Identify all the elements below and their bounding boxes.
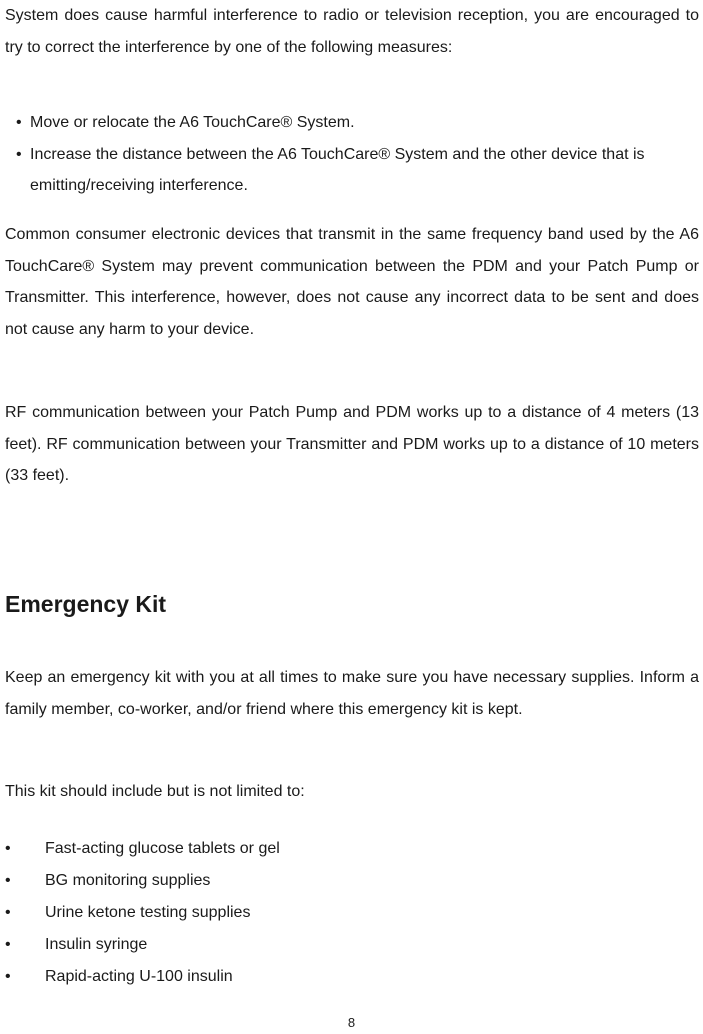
page-number: 8 (347, 1015, 356, 1030)
measure-text: Increase the distance between the A6 TouchCare® System and the other device that is emitting/receiving interference. (30, 145, 645, 194)
rf-communication-paragraph: RF communication between your Patch Pump and PDM works up to a distance of 4 meters (13 feet). RF communication between your Transmitter and PDM works up to a distance of 10 meters (33 feet). (5, 404, 699, 484)
emergency-kit-heading: Emergency Kit (5, 591, 167, 617)
bullet-icon: • (16, 145, 22, 163)
kit-item-text: Insulin syringe (45, 936, 148, 953)
bullet-icon: • (5, 840, 11, 857)
bullet-icon: • (5, 936, 11, 953)
list-item (5, 961, 699, 993)
interference-paragraph: System does cause harmful interference to radio or television reception, you are encouraged to try to correct the interference by one of the following measures: (5, 7, 699, 56)
kit-include-text: This kit should include but is not limited to: (5, 783, 305, 800)
bullet-icon: • (16, 114, 22, 131)
list-item (5, 833, 699, 865)
bullet-icon: • (5, 968, 11, 985)
kit-item-text: Rapid-acting U-100 insulin (45, 968, 233, 985)
list-item (5, 897, 699, 929)
kit-items-list (5, 833, 699, 993)
list-item (5, 929, 699, 961)
list-item (5, 139, 660, 202)
emergency-kit-intro: Keep an emergency kit with you at all times to make sure you have necessary supplies. Inform a family member, co-worker, and/or friend where this emergency kit is kept. (5, 669, 699, 718)
kit-item-text: Urine ketone testing supplies (45, 904, 251, 921)
kit-item-text: Fast-acting glucose tablets or gel (45, 840, 280, 857)
consumer-devices-paragraph: Common consumer electronic devices that transmit in the same frequency band used by the A6 TouchCare® System may prevent communication between the PDM and your Patch Pump or Transmitter. This interference, however, does not cause any incorrect data to be sent and does not cause any harm to your device. (5, 226, 699, 338)
bullet-icon: • (5, 904, 11, 921)
document-page (5, 0, 699, 1034)
kit-item-text: BG monitoring supplies (45, 872, 211, 889)
bullet-icon: • (5, 872, 11, 889)
measures-list (5, 107, 699, 202)
list-item (5, 107, 699, 139)
measure-text: Move or relocate the A6 TouchCare® System. (30, 114, 355, 131)
list-item (5, 865, 699, 897)
